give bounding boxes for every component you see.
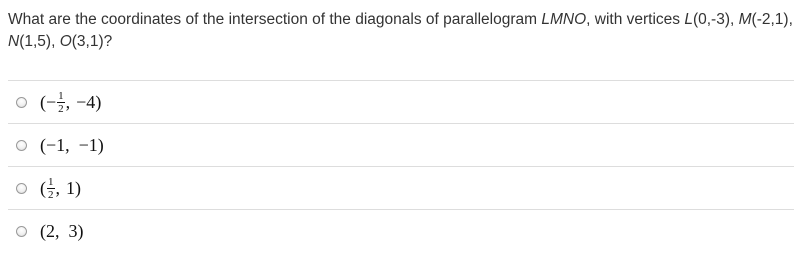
answer-choices — [8, 80, 794, 252]
answer-choice-2[interactable] — [8, 123, 794, 166]
fraction: $\frac{1}{2}$ — [48, 175, 54, 201]
fraction: $\frac{1}{2}$ — [58, 89, 64, 115]
question-prefix: What are the coordinates of the intersection of the diagonals of parallelogram — [8, 11, 542, 28]
answer-label-4: (2, 3) — [40, 220, 84, 241]
vertex-n-name: N — [8, 33, 20, 50]
answer-choice-1[interactable] — [8, 80, 794, 123]
radio-button-4[interactable] — [16, 226, 27, 237]
vertex-o-name: O — [59, 33, 72, 50]
shape-name: LMNO — [541, 11, 587, 28]
question-with-vertices: , with vertices — [586, 11, 685, 28]
vertex-m-coords: (-2,1), — [751, 11, 793, 28]
vertex-l-name: L — [684, 11, 693, 28]
answer-choice-3[interactable] — [8, 166, 794, 209]
answer-label-3: ( $\frac{1}{2}$ , 1 ) — [40, 175, 81, 201]
radio-button-3[interactable] — [16, 183, 27, 194]
vertex-n-coords: (1,5), — [19, 33, 60, 50]
answer-choice-4[interactable] — [8, 209, 794, 252]
radio-button-2[interactable] — [16, 140, 27, 151]
vertex-l-coords: (0,-3), — [692, 11, 739, 28]
radio-button-1[interactable] — [16, 97, 27, 108]
vertex-m-name: M — [738, 11, 752, 28]
vertex-o-coords: (3,1)? — [71, 33, 113, 50]
question-text — [8, 9, 794, 53]
answer-label-2: (−1, −1) — [40, 134, 104, 155]
answer-label-1: ( − $\frac{1}{2}$ , −4 ) — [40, 89, 102, 115]
